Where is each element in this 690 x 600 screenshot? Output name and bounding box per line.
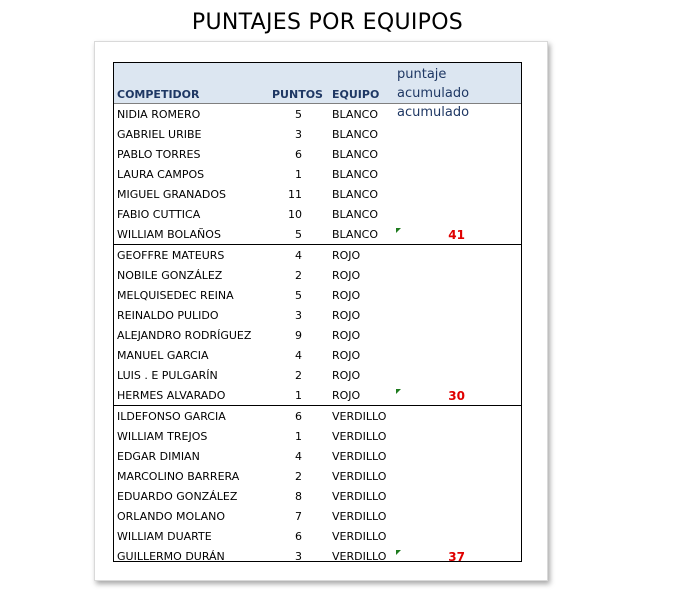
table-row [114,265,521,285]
competitor-team: ROJO [332,369,361,382]
table-row [114,164,521,184]
table-row [114,546,521,566]
table-row [114,144,521,164]
team-total: 41 [448,228,465,242]
table-row [114,104,521,124]
competitor-name: LUIS . E PULGARÍN [117,369,218,382]
competitor-team: BLANCO [332,108,379,121]
header-competidor: COMPETIDOR [117,88,200,101]
competitor-name: MANUEL GARCIA [117,349,209,362]
competitor-points: 1 [295,389,302,402]
page-title: PUNTAJES POR EQUIPOS [191,10,464,35]
competitor-team: BLANCO [332,148,379,161]
competitor-points: 3 [295,309,302,322]
team-total: 37 [448,550,465,564]
competitor-points: 9 [295,329,302,342]
competitor-team: ROJO [332,289,361,302]
table-row [114,224,521,244]
competitor-name: WILLIAM DUARTE [117,530,212,543]
competitor-team: BLANCO [332,128,379,141]
competitor-name: ORLANDO MOLANO [117,510,226,523]
competitor-points: 4 [295,450,302,463]
competitor-points: 6 [295,410,302,423]
competitor-name: EDUARDO GONZÁLEZ [117,490,238,503]
table-row [114,426,521,446]
competitor-points: 10 [288,208,302,221]
competitor-points: 6 [295,530,302,543]
competitor-team: ROJO [332,309,361,322]
competitor-team: VERDILLO [332,430,387,443]
table-row [114,184,521,204]
competitor-points: 1 [295,168,302,181]
competitor-points: 2 [295,470,302,483]
table-row [114,406,521,426]
competitor-team: ROJO [332,389,361,402]
competitor-team: BLANCO [332,168,379,181]
competitor-name: PABLO TORRES [117,148,201,161]
table-row [114,385,521,405]
competitor-name: REINALDO PULIDO [117,309,219,322]
competitor-points: 2 [295,269,302,282]
competitor-team: VERDILLO [332,490,387,503]
competitor-name: MELQUISEDEC REINA [117,289,234,302]
table-row [114,466,521,486]
competitor-team: BLANCO [332,188,379,201]
competitor-team: ROJO [332,329,361,342]
competitor-team: VERDILLO [332,550,387,563]
competitor-points: 3 [295,550,302,563]
team-group [114,244,521,405]
table-row [114,506,521,526]
competitor-name: GUILLERMO DURÁN [117,550,225,563]
competitor-name: WILLIAM BOLAÑOS [117,228,221,241]
competitor-points: 7 [295,510,302,523]
competitor-name: MARCOLINO BARRERA [117,470,240,483]
competitor-points: 1 [295,430,302,443]
competitor-points: 8 [295,490,302,503]
competitor-points: 6 [295,148,302,161]
table-row [114,325,521,345]
competitor-name: GEOFFRE MATEURS [117,249,225,262]
header-puntos: PUNTOS [272,88,323,101]
competitor-points: 3 [295,128,302,141]
competitor-name: LAURA CAMPOS [117,168,205,181]
competitor-team: VERDILLO [332,510,387,523]
competitor-team: VERDILLO [332,530,387,543]
table-row [114,124,521,144]
competitor-name: HERMES ALVARADO [117,389,226,402]
table-row [114,305,521,325]
table-row [114,526,521,546]
competitor-team: BLANCO [332,228,379,241]
competitor-team: ROJO [332,249,361,262]
competitor-name: FABIO CUTTICA [117,208,201,221]
competitor-name: NIDIA ROMERO [117,108,201,121]
competitor-name: ALEJANDRO RODRÍGUEZ [117,329,252,342]
competitor-points: 11 [288,188,302,201]
competitor-name: NOBILE GONZÁLEZ [117,269,223,282]
competitor-name: WILLIAM TREJOS [117,430,208,443]
team-group [114,104,521,244]
table-row [114,245,521,265]
team-total: 30 [448,389,465,403]
competitor-name: MIGUEL GRANADOS [117,188,226,201]
competitor-name: EDGAR DIMIAN [117,450,200,463]
competitor-points: 5 [295,228,302,241]
competitor-points: 4 [295,249,302,262]
spreadsheet-sheet [94,41,548,581]
table-row [114,446,521,466]
table-row [114,204,521,224]
header-equipo: EQUIPO [332,88,380,101]
competitor-name: ILDEFONSO GARCIA [117,410,226,423]
table-body [114,104,521,566]
competitor-team: ROJO [332,349,361,362]
team-group [114,405,521,566]
competitor-team: ROJO [332,269,361,282]
table-row [114,345,521,365]
header-puntaje-acumulado: puntaje acumulado acumulado [397,67,470,120]
competitor-points: 5 [295,108,302,121]
scores-table [113,62,522,562]
competitor-points: 4 [295,349,302,362]
competitor-points: 2 [295,369,302,382]
competitor-team: BLANCO [332,208,379,221]
competitor-team: VERDILLO [332,470,387,483]
competitor-points: 5 [295,289,302,302]
competitor-team: VERDILLO [332,410,387,423]
table-row [114,285,521,305]
table-row [114,486,521,506]
competitor-name: GABRIEL URIBE [117,128,202,141]
competitor-team: VERDILLO [332,450,387,463]
table-row [114,365,521,385]
